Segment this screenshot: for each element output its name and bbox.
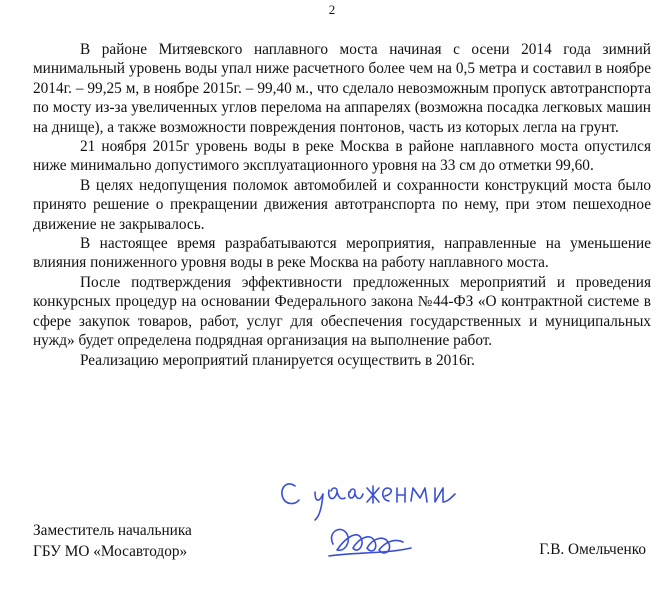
handwriting-letter-stroke (411, 488, 427, 502)
letter-body (33, 40, 651, 370)
handwriting-letter-stroke (367, 486, 379, 503)
handwriting-letter-stroke (329, 488, 345, 499)
signature-scribble (332, 529, 403, 552)
paragraph-6: Реализацию мероприятий планируется осуществить в 2016г. (80, 351, 475, 369)
paragraph-5: После подтверждения эффективности предложенных мероприятий и проведения конкурсных процедур на основании Федерального закона №44-ФЗ «О контрактной системе в сфере закупок товаров, работ, услуг для обеспечения государственных и муниципальных нужд» будет определена подрядная организация на выполнение работ. (33, 273, 651, 350)
position-line-2: ГБУ МО «Мосавтодор» (33, 543, 188, 560)
handwriting-letter-stroke (435, 488, 455, 502)
signatory-name: Г.В. Омельченко (539, 541, 646, 558)
handwriting-letter-stroke (383, 488, 392, 501)
handwritten-signature (275, 472, 465, 562)
signature-underline (329, 548, 411, 556)
handwriting-letter-stroke (282, 484, 299, 504)
handwriting-letter-stroke (315, 492, 323, 520)
page-number: 2 (328, 2, 336, 17)
handwriting-letter-stroke (397, 488, 405, 502)
signatory-position (33, 520, 192, 562)
paragraph-1: В районе Митяевского наплавного моста начиная с осени 2014 года зимний минимальный уровень воды упал ниже расчетного более чем на 0,5 метра и составил в ноябре 2014г. – 99,25 м, в ноябре 2015г. – 99,40 м., что сделало невозможным пропуск автотранспорта по мосту из-за увеличенных углов перелома на аппарелях (возможна посадка легковых машин на днище), а также возможности повреждения понтонов, часть из которых легла на грунт. (33, 41, 651, 136)
handwriting-letter-stroke (349, 489, 363, 499)
paragraph-3: В целях недопущения поломок автомобилей и сохранности конструкций моста было принято решение о прекращении движения автотранспорта по нему, при этом пешеходное движение не закрывалось. (33, 176, 651, 233)
position-line-1: Заместитель начальника (33, 522, 192, 539)
paragraph-4: В настоящее время разрабатываются мероприятия, направленные на уменьшение влияния пониженного уровня воды в реке Москва на работу наплавного моста. (33, 235, 651, 272)
paragraph-2: 21 ноября 2015г уровень воды в реке Москва в районе наплавного моста опустился ниже минимально допустимого эксплуатационного уровня на 33 см до отметки 99,60. (33, 138, 651, 175)
